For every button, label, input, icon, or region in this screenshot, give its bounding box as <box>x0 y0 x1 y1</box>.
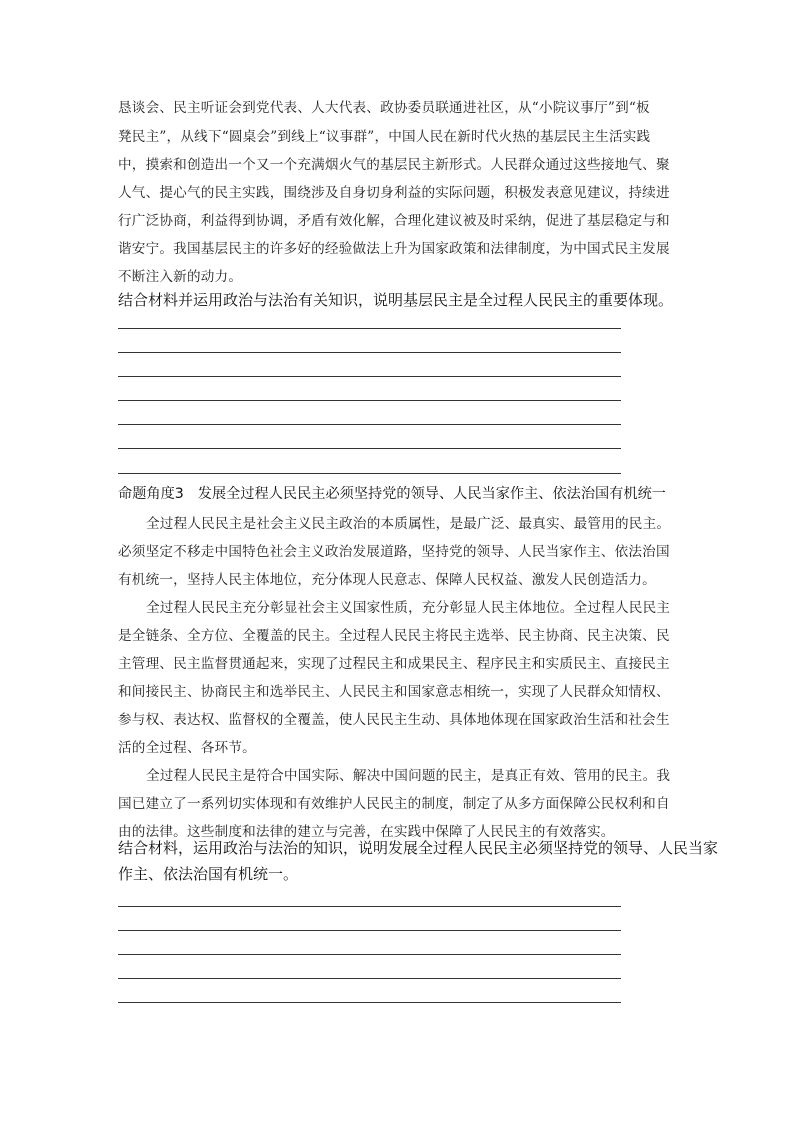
answer-line[interactable] <box>118 376 621 377</box>
paragraph-line: 由的法律。这些制度和法律的建立与完善，在实践中保障了人民民主的有效落实。 <box>118 824 615 840</box>
paragraph-line: 和间接民主、协商民主和选举民主、人民民主和国家意志相统一，实现了人民群众知情权、 <box>118 684 670 700</box>
section-heading <box>118 483 666 503</box>
answer-line[interactable] <box>118 978 621 979</box>
angle-label: 命题角度3 <box>118 486 184 502</box>
answer-line[interactable] <box>118 473 621 474</box>
question-2-line: 作主、依法治国有机统一。 <box>118 865 299 883</box>
answer-line[interactable] <box>118 930 621 931</box>
paragraph-line: 全过程人民民主充分彰显社会主义国家性质，充分彰显人民主体地位。全过程人民民主 <box>146 600 671 616</box>
material-line: 凳民主”，从线下“圆桌会”到线上“议事群”，中国人民在新时代火热的基层民主生活实践 <box>118 129 651 145</box>
answer-line[interactable] <box>118 954 621 955</box>
paragraph-line: 活的全过程、各环节。 <box>118 740 256 756</box>
answer-line[interactable] <box>118 448 621 449</box>
material-line: 行广泛协商，利益得到协调，矛盾有效化解，合理化建议被及时采纳，促进了基层稳定与和 <box>118 213 670 229</box>
question-2-line: 结合材料，运用政治与法治的知识，说明发展全过程人民民主必须坚持党的领导、人民当家 <box>118 839 719 857</box>
answer-line[interactable] <box>118 424 621 425</box>
paragraph-line: 主管理、民主监督贯通起来，实现了过程民主和成果民主、程序民主和实质民主、直接民主 <box>118 656 670 672</box>
angle-title: 发展全过程人民民主必须坚持党的领导、人民当家作主、依法治国有机统一 <box>197 486 666 502</box>
material-line: 人气、提心气的民主实践，围绕涉及自身切身利益的实际问题，积极发表意见建议，持续进 <box>118 185 670 201</box>
question-1: 结合材料并运用政治与法治有关知识，说明基层民主是全过程人民民主的重要体现。 <box>118 291 674 309</box>
paragraph-line: 全过程人民民主是符合中国实际、解决中国问题的民主，是真正有效、管用的民主。我 <box>146 768 671 784</box>
paragraph-line: 必须坚定不移走中国特色社会主义政治发展道路，坚持党的领导、人民当家作主、依法治国 <box>118 544 670 560</box>
answer-line[interactable] <box>118 1002 621 1003</box>
material-line: 不断注入新的动力。 <box>118 269 243 285</box>
answer-line[interactable] <box>118 328 621 329</box>
material-line: 谐安宁。我国基层民主的许多好的经验做法上升为国家政策和法律制度，为中国式民主发展 <box>118 241 670 257</box>
answer-line[interactable] <box>118 906 621 907</box>
paragraph-line: 是全链条、全方位、全覆盖的民主。全过程人民民主将民主选举、民主协商、民主决策、民 <box>118 628 670 644</box>
paragraph-line: 全过程人民民主是社会主义民主政治的本质属性，是最广泛、最真实、最管用的民主。 <box>146 516 671 532</box>
paragraph-line: 有机统一，坚持人民主体地位，充分体现人民意志、保障人民权益、激发人民创造活力。 <box>118 572 656 588</box>
paragraph-line: 参与权、表达权、监督权的全覆盖，使人民民主生动、具体地体现在国家政治生活和社会生 <box>118 712 670 728</box>
material-line: 恳谈会、民主听证会到党代表、人大代表、政协委员联通进社区，从“小院议事厅”到“板 <box>118 100 650 116</box>
material-line: 中，摸索和创造出一个又一个充满烟火气的基层民主新形式。人民群众通过这些接地气、聚 <box>118 157 670 173</box>
answer-line[interactable] <box>118 352 621 353</box>
paragraph-line: 国已建立了一系列切实体现和有效维护人民民主的制度，制定了从多方面保障公民权利和自 <box>118 796 670 812</box>
answer-line[interactable] <box>118 400 621 401</box>
